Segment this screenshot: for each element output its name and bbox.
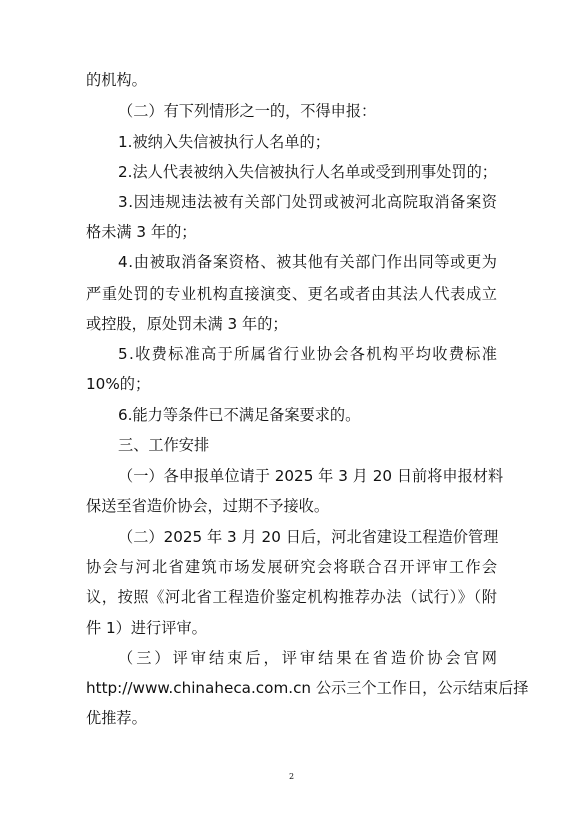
document-line bbox=[0, 461, 583, 491]
document-line bbox=[0, 217, 583, 247]
document-line-text: 5.收费标准高于所属省行业协会各机构平均收费标准 bbox=[118, 344, 499, 363]
page-number: 2 bbox=[288, 772, 295, 781]
document-line-text: （二）2025 年 3 月 20 日后，河北省建设工程造价管理 bbox=[118, 527, 499, 546]
document-line-text: （二）有下列情形之一的，不得申报： bbox=[118, 102, 377, 121]
document-line bbox=[0, 673, 583, 703]
document-line bbox=[0, 430, 583, 460]
document-line bbox=[0, 369, 583, 399]
document-line-text: 或控股，原处罚未满 3 年的； bbox=[86, 314, 288, 333]
document-line-text: 10%的； bbox=[86, 375, 151, 394]
document-line bbox=[0, 309, 583, 339]
document-line bbox=[0, 703, 583, 733]
document-line bbox=[0, 643, 583, 673]
document-line-text: 保送至省造价协会，过期不予接收。 bbox=[86, 496, 329, 515]
document-line-text: 1.被纳入失信被执行人名单的； bbox=[118, 132, 330, 151]
document-line-text: 协会与河北省建筑市场发展研究会将联合召开评审工作会 bbox=[86, 558, 499, 577]
document-line-text: 2.法人代表被纳入失信被执行人名单或受到刑事处罚的； bbox=[118, 162, 497, 181]
document-line bbox=[0, 279, 583, 309]
document-line bbox=[0, 247, 583, 277]
document-line bbox=[0, 157, 583, 187]
document-line-text: 严重处罚的专业机构直接演变、更名或者由其法人代表成立 bbox=[86, 284, 498, 303]
document-line bbox=[0, 187, 583, 217]
document-line bbox=[0, 522, 583, 552]
document-line-text: 6.能力等条件已不满足备案要求的。 bbox=[118, 406, 361, 425]
document-line bbox=[0, 582, 583, 612]
document-line bbox=[0, 65, 583, 95]
document-line bbox=[0, 400, 583, 430]
document-line-text: 的机构。 bbox=[86, 71, 147, 90]
document-line-text: （三）评审结束后，评审结果在省造价协会官网 bbox=[118, 648, 501, 667]
document-line-text: 格未满 3 年的； bbox=[86, 223, 197, 242]
document-line-text: 议，按照《河北省工程造价鉴定机构推荐办法（试行）》（附 bbox=[86, 588, 498, 607]
document-line bbox=[0, 491, 583, 521]
document-line bbox=[0, 96, 583, 126]
document-line-text: 4.由被取消备案资格、被其他有关部门作出同等或更为 bbox=[118, 253, 498, 272]
document-line-text: http://www.chinaheca.com.cn 公示三个工作日，公示结束后择 bbox=[86, 679, 529, 698]
document-line-text: 件 1）进行评审。 bbox=[86, 618, 207, 637]
document-line bbox=[0, 127, 583, 157]
document-line bbox=[0, 552, 583, 582]
document-line bbox=[0, 339, 583, 369]
document-line bbox=[0, 613, 583, 643]
document-line-text: 三、工作安排 bbox=[118, 436, 210, 455]
document-line-text: 优推荐。 bbox=[86, 709, 147, 728]
document-line-text: （一）各申报单位请于 2025 年 3 月 20 日前将申报材料 bbox=[118, 466, 504, 485]
document-line-text: 3.因违规违法被有关部门处罚或被河北高院取消备案资 bbox=[118, 193, 498, 212]
